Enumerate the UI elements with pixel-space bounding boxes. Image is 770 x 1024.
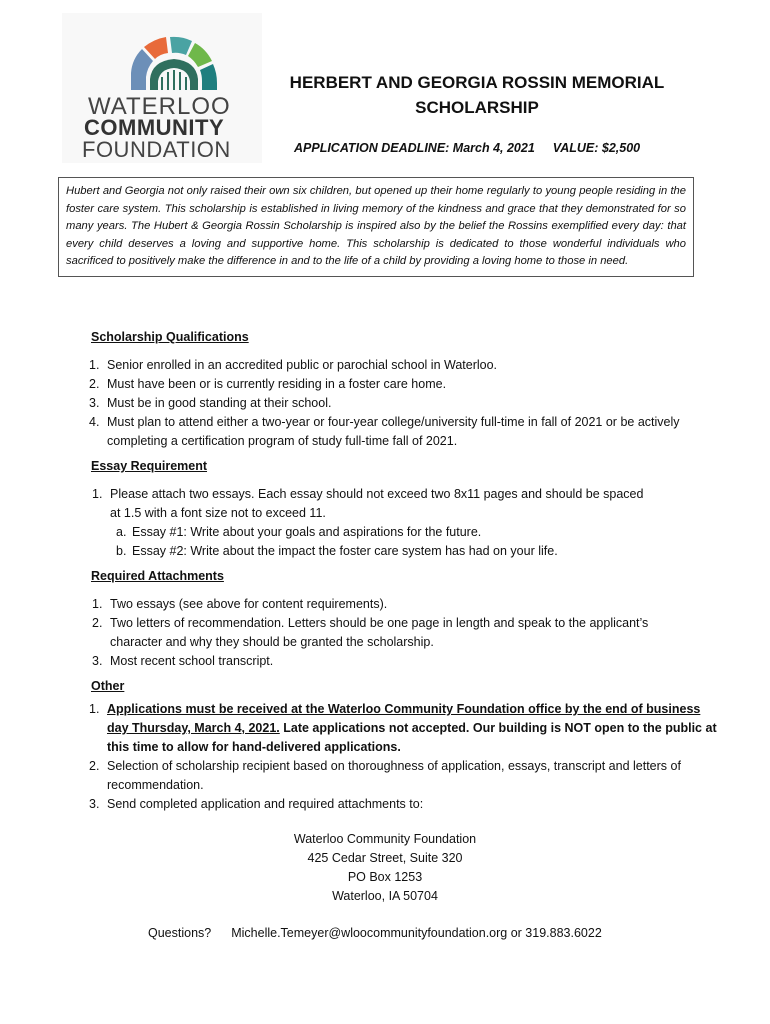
other-heading: Other [91,679,125,693]
deadline-line [294,141,640,155]
list-item: 3. Most recent school transcript. [92,654,274,668]
list-item: a. Essay #1: Write about your goals and aspirations for the future. [116,525,482,539]
list-item: 3. Must be in good standing at their school. [89,396,332,410]
list-item: 1. Please attach two essays. Each essay should not exceed two 8x11 pages and should be spaced at 1.5 with a font size not to exceed 11. a. Essay #1: Write about your goals and aspirations for the future. b. Essay #2: Write about the impact the foster care system has had on your life. [92,485,652,561]
essay-sub-list [110,523,652,561]
rainbow-arch-icon [126,35,236,93]
attachments-list [92,595,652,671]
questions-line [148,926,602,940]
qualifications-heading: Scholarship Qualifications [91,330,249,344]
attachments-heading: Required Attachments [91,569,224,583]
list-item: 1. Applications must be received at the Waterloo Community Foundation office by the end of business day Thursday, March 4, 2021. Late applications not accepted. Our building is NOT open to the public at this time to allow for hand-delivered applications. [89,702,717,754]
list-item: 3. Send completed application and required attachments to: [89,797,424,811]
page-title: HERBERT AND GEORGIA ROSSIN MEMORIAL SCHOLARSHIP [289,73,665,117]
application-deadline: APPLICATION DEADLINE: March 4, 2021 [294,141,535,155]
list-item: 1. Senior enrolled in an accredited public or parochial school in Waterloo. [89,358,498,372]
list-item: b. Essay #2: Write about the impact the foster care system has had on your life. [116,544,558,558]
logo-word-foundation: FOUNDATION [82,137,231,162]
qualifications-list [89,356,719,451]
contact-info[interactable]: Michelle.Temeyer@wloocommunityfoundation.org or 319.883.6022 [231,926,602,940]
foundation-logo [62,13,262,163]
list-item: 2. Must have been or is currently residing in a foster care home. [89,377,447,391]
essay-list [92,485,652,561]
logo-word-community: COMMUNITY [84,115,225,140]
essay-heading: Essay Requirement [91,459,208,473]
intro-box: Hubert and Georgia not only raised their own six children, but opened up their home regularly to young people residing in the foster care system. This scholarship is established in living memory of the kindness and grace that they demonstrated for so many years. The Hubert & Georgia Rossin Scholarship is inspired also by the belief the Rossins exemplified every day: that every child deserves a loving and supportive home. This scholarship is dedicated to those wonderful individuals who sacrificed to positively make the difference in and to the life of a child by providing a loving home to those in need. [58,177,694,277]
scholarship-value: VALUE: $2,500 [552,141,641,155]
list-item: 1. Two essays (see above for content requirements). [92,597,388,611]
deadline-notice: Applications must be received at the Waterloo Community Foundation office by the end of business day Thursday, March 4, 2021. [107,702,701,735]
list-item: 2. Two letters of recommendation. Letters should be one page in length and speak to the applicant’s character and why they should be granted the scholarship. [92,616,649,649]
other-list [89,700,717,814]
list-item: 2. Selection of scholarship recipient based on thoroughness of application, essays, transcript and letters of recommendation. [89,759,681,792]
list-item: 4. Must plan to attend either a two-year or four-year college/university full-time in fall of 2021 or be actively completing a certification program of study full-time fall of 2021. [89,415,680,448]
questions-label: Questions? [148,926,212,940]
logo-word-waterloo: WATERLOO [88,93,231,120]
mailing-address: Waterloo Community Foundation 425 Cedar Street, Suite 320 PO Box 1253 Waterloo, IA 50704 [293,832,477,903]
